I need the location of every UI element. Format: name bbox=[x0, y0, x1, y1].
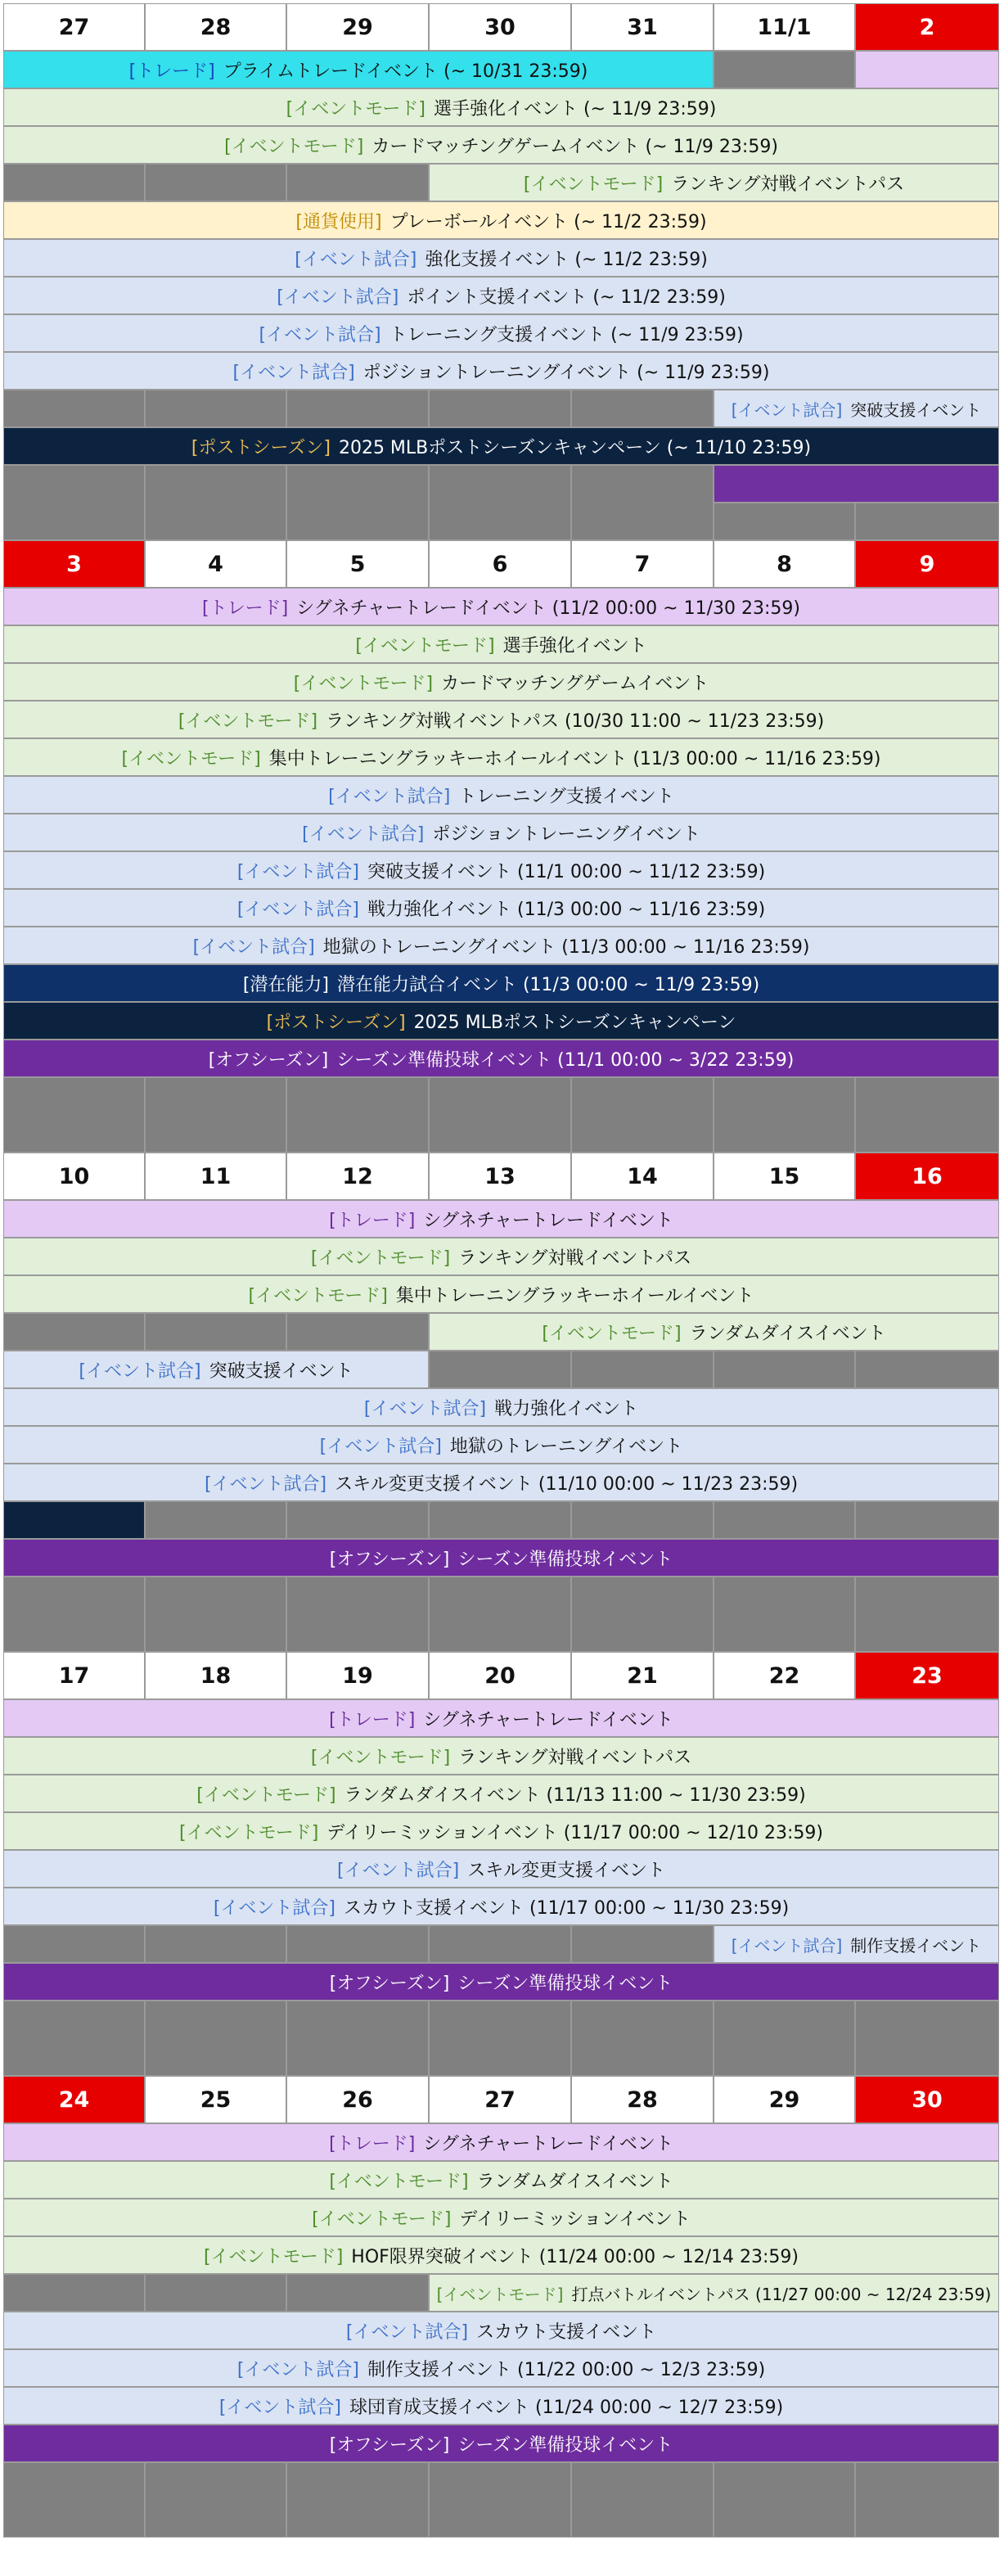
empty-cell bbox=[714, 1077, 855, 1153]
event-category-tag: [通貨使用] bbox=[295, 211, 382, 232]
event-bar bbox=[3, 1812, 999, 1850]
event-bar bbox=[3, 2425, 999, 2462]
event-bar bbox=[3, 352, 999, 390]
event-category-tag: [トレード] bbox=[329, 2133, 416, 2154]
event-bar bbox=[3, 277, 999, 314]
empty-cell bbox=[429, 1577, 571, 1652]
event-category-tag: [イベント試合] bbox=[328, 786, 451, 807]
event-bar bbox=[429, 1313, 999, 1351]
event-category-tag: [イベントモード] bbox=[293, 673, 434, 694]
empty-cell bbox=[571, 1501, 714, 1539]
day-cell: 13 bbox=[429, 1153, 571, 1200]
event-category-tag: [イベントモード] bbox=[542, 1323, 682, 1344]
event-title: 地獄のトレーニングイベント bbox=[449, 1436, 683, 1457]
event-category-tag: [ポストシーズン] bbox=[266, 1012, 406, 1033]
empty-cell bbox=[3, 465, 145, 540]
empty-cell bbox=[855, 1351, 999, 1388]
event-category-tag: [イベントモード] bbox=[224, 136, 364, 157]
event-bar bbox=[3, 1238, 999, 1275]
event-title: トレーニング支援イベント bbox=[458, 786, 674, 807]
empty-cell bbox=[429, 465, 571, 540]
event-title: デイリーミッションイベント (11/17 00:00 ~ 12/10 23:59) bbox=[326, 1822, 823, 1843]
event-category-tag: [イベント試合] bbox=[731, 1935, 843, 1956]
event-title: カードマッチングゲームイベント bbox=[441, 673, 709, 694]
empty-cell bbox=[571, 390, 714, 427]
day-cell: 6 bbox=[429, 540, 571, 588]
event-title: 制作支援イベント (11/22 00:00 ~ 12/3 23:59) bbox=[367, 2359, 766, 2380]
event-category-tag: [トレード] bbox=[128, 61, 215, 82]
empty-cell bbox=[429, 1501, 571, 1539]
empty-cell bbox=[429, 1925, 571, 1963]
event-category-tag: [イベントモード] bbox=[329, 2171, 469, 2192]
empty-cell bbox=[714, 1577, 855, 1652]
empty-cell bbox=[714, 2001, 855, 2076]
day-cell: 27 bbox=[429, 2076, 571, 2123]
event-title: 地獄のトレーニングイベント (11/3 00:00 ~ 11/16 23:59) bbox=[322, 936, 810, 958]
day-cell: 22 bbox=[714, 1652, 855, 1699]
event-title: プレーボールイベント (~ 11/2 23:59) bbox=[389, 211, 707, 232]
event-category-tag: [トレード] bbox=[329, 1709, 416, 1730]
empty-cell bbox=[145, 390, 286, 427]
event-title: HOF限界突破イベント (11/24 00:00 ~ 12/14 23:59) bbox=[351, 2246, 799, 2267]
empty-cell bbox=[286, 1577, 429, 1652]
event-bar bbox=[3, 964, 999, 1002]
empty-cell bbox=[145, 2462, 286, 2538]
event-title: 潜在能力試合イベント (11/3 00:00 ~ 11/9 23:59) bbox=[336, 974, 760, 995]
event-category-tag: [イベントモード] bbox=[355, 635, 495, 656]
event-category-tag: [イベント試合] bbox=[259, 324, 381, 345]
event-bar bbox=[3, 427, 999, 465]
event-bar bbox=[714, 1925, 999, 1963]
empty-cell bbox=[145, 1077, 286, 1153]
event-category-tag: [オフシーズン] bbox=[329, 1973, 450, 1994]
empty-cell bbox=[429, 390, 571, 427]
event-bar bbox=[3, 1002, 999, 1040]
day-cell: 14 bbox=[571, 1153, 714, 1200]
event-title: シーズン準備投球イベント (11/1 00:00 ~ 3/22 23:59) bbox=[336, 1049, 795, 1071]
day-cell: 15 bbox=[714, 1153, 855, 1200]
event-category-tag: [潜在能力] bbox=[242, 974, 329, 995]
event-category-tag: [イベントモード] bbox=[310, 1247, 451, 1269]
event-category-tag: [イベント試合] bbox=[204, 1473, 327, 1495]
event-bar bbox=[3, 2236, 999, 2274]
day-cell: 29 bbox=[714, 2076, 855, 2123]
day-cell: 29 bbox=[286, 3, 429, 51]
event-category-tag: [イベントモード] bbox=[312, 2208, 452, 2230]
event-title: 2025 MLBポストシーズンキャンペーン (~ 11/10 23:59) bbox=[338, 437, 812, 458]
empty-cell bbox=[3, 2462, 145, 2538]
empty-cell bbox=[3, 1925, 145, 1963]
event-bar bbox=[3, 201, 999, 239]
empty-cell bbox=[3, 1577, 145, 1652]
empty-cell bbox=[145, 1577, 286, 1652]
empty-cell bbox=[429, 2001, 571, 2076]
empty-cell bbox=[571, 1351, 714, 1388]
empty-cell bbox=[286, 2274, 429, 2312]
empty-cell bbox=[3, 2001, 145, 2076]
day-cell: 7 bbox=[571, 540, 714, 588]
empty-cell bbox=[3, 2274, 145, 2312]
event-bar bbox=[3, 1388, 999, 1426]
event-bar bbox=[3, 625, 999, 663]
event-bar bbox=[3, 1275, 999, 1313]
day-cell: 9 bbox=[855, 540, 999, 588]
event-category-tag: [イベントモード] bbox=[436, 2284, 564, 2304]
event-title: 強化支援イベント (~ 11/2 23:59) bbox=[425, 249, 708, 270]
event-bar bbox=[3, 126, 999, 164]
event-title: シーズン準備投球イベント bbox=[457, 1973, 673, 1994]
event-category-tag: [トレード] bbox=[202, 598, 289, 619]
event-title: 選手強化イベント bbox=[502, 635, 647, 656]
empty-cell bbox=[429, 2462, 571, 2538]
day-cell: 28 bbox=[571, 2076, 714, 2123]
event-category-tag: [イベント試合] bbox=[363, 1398, 487, 1419]
event-bar bbox=[3, 738, 999, 776]
day-cell: 2 bbox=[855, 3, 999, 51]
empty-cell bbox=[571, 1925, 714, 1963]
day-cell: 3 bbox=[3, 540, 145, 588]
event-title: 集中トレーニングラッキーホイールイベント bbox=[395, 1285, 754, 1306]
event-category-tag: [イベント試合] bbox=[277, 286, 399, 308]
event-category-tag: [オフシーズン] bbox=[329, 2434, 450, 2456]
event-bar bbox=[3, 851, 999, 889]
day-cell: 10 bbox=[3, 1153, 145, 1200]
day-cell: 18 bbox=[145, 1652, 286, 1699]
event-title: スカウト支援イベント (11/17 00:00 ~ 11/30 23:59) bbox=[344, 1897, 790, 1919]
event-bar bbox=[3, 663, 999, 701]
day-cell: 23 bbox=[855, 1652, 999, 1699]
event-bar bbox=[429, 2274, 999, 2312]
day-cell: 24 bbox=[3, 2076, 145, 2123]
event-bar bbox=[3, 1200, 999, 1238]
empty-cell bbox=[855, 1077, 999, 1153]
event-bar bbox=[3, 814, 999, 851]
event-title: 突破支援イベント bbox=[850, 399, 982, 420]
event-title: 制作支援イベント bbox=[850, 1935, 982, 1956]
event-category-tag: [イベントモード] bbox=[310, 1747, 451, 1768]
empty-cell bbox=[571, 2462, 714, 2538]
empty-cell bbox=[571, 465, 714, 540]
event-category-tag: [オフシーズン] bbox=[208, 1049, 329, 1071]
event-title: シグネチャートレードイベント bbox=[423, 1210, 673, 1231]
event-title: シグネチャートレードイベント (11/2 00:00 ~ 11/30 23:59) bbox=[296, 598, 800, 619]
event-title: ランダムダイスイベント (11/13 11:00 ~ 11/30 23:59) bbox=[344, 1784, 806, 1806]
event-bar bbox=[3, 314, 999, 352]
day-cell: 30 bbox=[855, 2076, 999, 2123]
event-bar bbox=[3, 1426, 999, 1464]
event-title: 突破支援イベント (11/1 00:00 ~ 11/12 23:59) bbox=[367, 861, 766, 882]
event-category-tag: [イベント試合] bbox=[236, 2359, 359, 2380]
event-category-tag: [イベント試合] bbox=[731, 399, 843, 420]
event-bar bbox=[3, 88, 999, 126]
day-cell: 8 bbox=[714, 540, 855, 588]
day-cell: 28 bbox=[145, 3, 286, 51]
empty-cell bbox=[571, 2001, 714, 2076]
event-bar bbox=[3, 1464, 999, 1501]
event-category-tag: [イベント試合] bbox=[192, 936, 315, 958]
event-title: 打点バトルイベントパス (11/27 00:00 ~ 12/24 23:59) bbox=[571, 2284, 992, 2304]
empty-cell bbox=[286, 390, 429, 427]
day-cell: 4 bbox=[145, 540, 286, 588]
event-category-tag: [イベント試合] bbox=[218, 2397, 341, 2418]
event-bar bbox=[3, 889, 999, 927]
empty-cell bbox=[855, 503, 999, 540]
event-bar bbox=[3, 51, 714, 88]
event-title: シグネチャートレードイベント bbox=[423, 1709, 673, 1730]
event-bar bbox=[3, 2161, 999, 2199]
empty-cell bbox=[714, 1501, 855, 1539]
event-title: 集中トレーニングラッキーホイールイベント (11/3 00:00 ~ 11/16 23:59) bbox=[268, 748, 881, 769]
event-bar bbox=[3, 1040, 999, 1077]
event-bar bbox=[3, 1850, 999, 1888]
empty-cell bbox=[286, 164, 429, 201]
event-category-tag: [イベントモード] bbox=[523, 174, 664, 195]
day-cell: 12 bbox=[286, 1153, 429, 1200]
day-cell: 17 bbox=[3, 1652, 145, 1699]
event-category-tag: [イベント試合] bbox=[213, 1897, 335, 1919]
empty-cell bbox=[855, 1577, 999, 1652]
empty-cell bbox=[145, 2001, 286, 2076]
event-title: 選手強化イベント (~ 11/9 23:59) bbox=[433, 98, 717, 120]
event-title: デイリーミッションイベント bbox=[459, 2208, 691, 2230]
empty-cell bbox=[714, 2462, 855, 2538]
event-category-tag: [イベントモード] bbox=[286, 98, 425, 120]
event-title: スキル変更支援イベント (11/10 00:00 ~ 11/23 23:59) bbox=[335, 1473, 799, 1495]
event-category-tag: [イベント試合] bbox=[337, 1860, 460, 1881]
empty-cell bbox=[145, 164, 286, 201]
event-title: ランキング対戦イベントパス bbox=[671, 174, 905, 195]
event-title: シーズン準備投球イベント bbox=[457, 2434, 673, 2456]
day-cell: 31 bbox=[571, 3, 714, 51]
day-cell: 21 bbox=[571, 1652, 714, 1699]
event-category-tag: [イベントモード] bbox=[248, 1285, 388, 1306]
event-bar bbox=[3, 2387, 999, 2425]
event-category-tag: [イベント試合] bbox=[232, 362, 355, 383]
event-bar bbox=[714, 390, 999, 427]
event-category-tag: [イベントモード] bbox=[179, 1822, 319, 1843]
event-title: 球団育成支援イベント (11/24 00:00 ~ 12/7 23:59) bbox=[349, 2397, 784, 2418]
empty-cell bbox=[3, 1077, 145, 1153]
event-bar bbox=[3, 2312, 999, 2349]
event-title: 2025 MLBポストシーズンキャンペーン bbox=[413, 1012, 736, 1033]
empty-cell bbox=[855, 51, 999, 88]
event-category-tag: [イベント試合] bbox=[236, 861, 359, 882]
event-bar bbox=[3, 1351, 429, 1388]
event-title: トレーニング支援イベント (~ 11/9 23:59) bbox=[389, 324, 744, 345]
day-cell: 11/1 bbox=[714, 3, 855, 51]
day-cell: 5 bbox=[286, 540, 429, 588]
empty-cell bbox=[286, 1501, 429, 1539]
empty-cell bbox=[714, 465, 999, 503]
empty-cell bbox=[855, 1501, 999, 1539]
empty-cell bbox=[286, 1313, 429, 1351]
event-category-tag: [イベント試合] bbox=[345, 2321, 469, 2343]
day-cell: 27 bbox=[3, 3, 145, 51]
event-title: ランダムダイスイベント bbox=[476, 2171, 673, 2192]
event-title: プライムトレードイベント (~ 10/31 23:59) bbox=[223, 61, 588, 82]
event-title: ポジショントレーニングイベント bbox=[432, 823, 700, 845]
event-title: カードマッチングゲームイベント (~ 11/9 23:59) bbox=[371, 136, 778, 157]
day-cell: 25 bbox=[145, 2076, 286, 2123]
event-title: ポイント支援イベント (~ 11/2 23:59) bbox=[407, 286, 726, 308]
empty-cell bbox=[855, 2001, 999, 2076]
empty-cell bbox=[145, 1501, 286, 1539]
empty-cell bbox=[286, 2462, 429, 2538]
event-category-tag: [イベントモード] bbox=[196, 1784, 336, 1806]
event-category-tag: [トレード] bbox=[329, 1210, 416, 1231]
empty-cell bbox=[571, 1077, 714, 1153]
event-bar bbox=[3, 1699, 999, 1737]
event-bar bbox=[3, 1737, 999, 1775]
empty-cell bbox=[3, 1501, 145, 1539]
event-category-tag: [イベント試合] bbox=[302, 823, 425, 845]
event-bar bbox=[3, 1775, 999, 1812]
empty-cell bbox=[429, 1351, 571, 1388]
event-category-tag: [イベント試合] bbox=[79, 1360, 201, 1382]
event-bar bbox=[3, 776, 999, 814]
event-bar bbox=[3, 2349, 999, 2387]
day-cell: 20 bbox=[429, 1652, 571, 1699]
empty-cell bbox=[3, 1313, 145, 1351]
empty-cell bbox=[714, 503, 855, 540]
event-title: ランキング対戦イベントパス bbox=[458, 1247, 692, 1269]
event-bar bbox=[3, 701, 999, 738]
event-bar bbox=[3, 1539, 999, 1577]
empty-cell bbox=[286, 465, 429, 540]
empty-cell bbox=[145, 1925, 286, 1963]
empty-cell bbox=[429, 1077, 571, 1153]
event-title: 戦力強化イベント bbox=[494, 1398, 639, 1419]
event-category-tag: [イベント試合] bbox=[236, 899, 359, 920]
event-category-tag: [イベントモード] bbox=[178, 711, 318, 732]
event-category-tag: [ポストシーズン] bbox=[191, 437, 331, 458]
empty-cell bbox=[145, 1313, 286, 1351]
event-category-tag: [オフシーズン] bbox=[329, 1549, 450, 1570]
empty-cell bbox=[3, 164, 145, 201]
event-title: スカウト支援イベント bbox=[476, 2321, 657, 2343]
empty-cell bbox=[286, 2001, 429, 2076]
event-bar bbox=[3, 588, 999, 625]
day-cell: 16 bbox=[855, 1153, 999, 1200]
event-bar bbox=[3, 239, 999, 277]
event-bar bbox=[3, 1888, 999, 1925]
event-title: ランキング対戦イベントパス (10/30 11:00 ~ 11/23 23:59) bbox=[326, 711, 825, 732]
event-title: スキル変更支援イベント bbox=[467, 1860, 665, 1881]
event-bar bbox=[3, 1963, 999, 2001]
event-title: ポジショントレーニングイベント (~ 11/9 23:59) bbox=[362, 362, 770, 383]
event-bar bbox=[3, 2123, 999, 2161]
event-title: シーズン準備投球イベント bbox=[457, 1549, 673, 1570]
empty-cell bbox=[286, 1077, 429, 1153]
empty-cell bbox=[714, 51, 855, 88]
event-title: シグネチャートレードイベント bbox=[423, 2133, 673, 2154]
event-category-tag: [イベント試合] bbox=[295, 249, 417, 270]
empty-cell bbox=[855, 2462, 999, 2538]
event-category-tag: [イベント試合] bbox=[319, 1436, 442, 1457]
event-bar bbox=[3, 2199, 999, 2236]
event-title: ランダムダイスイベント bbox=[689, 1323, 886, 1344]
event-title: 突破支援イベント bbox=[209, 1360, 353, 1382]
event-category-tag: [イベントモード] bbox=[121, 748, 261, 769]
empty-cell bbox=[145, 465, 286, 540]
empty-cell bbox=[3, 390, 145, 427]
event-category-tag: [イベントモード] bbox=[204, 2246, 344, 2267]
empty-cell bbox=[145, 2274, 286, 2312]
day-cell: 26 bbox=[286, 2076, 429, 2123]
event-bar bbox=[3, 927, 999, 964]
day-cell: 30 bbox=[429, 3, 571, 51]
empty-cell bbox=[571, 1577, 714, 1652]
event-bar bbox=[429, 164, 999, 201]
empty-cell bbox=[714, 1351, 855, 1388]
event-title: 戦力強化イベント (11/3 00:00 ~ 11/16 23:59) bbox=[367, 899, 766, 920]
empty-cell bbox=[286, 1925, 429, 1963]
day-cell: 19 bbox=[286, 1652, 429, 1699]
day-cell: 11 bbox=[145, 1153, 286, 1200]
event-title: ランキング対戦イベントパス bbox=[458, 1747, 692, 1768]
